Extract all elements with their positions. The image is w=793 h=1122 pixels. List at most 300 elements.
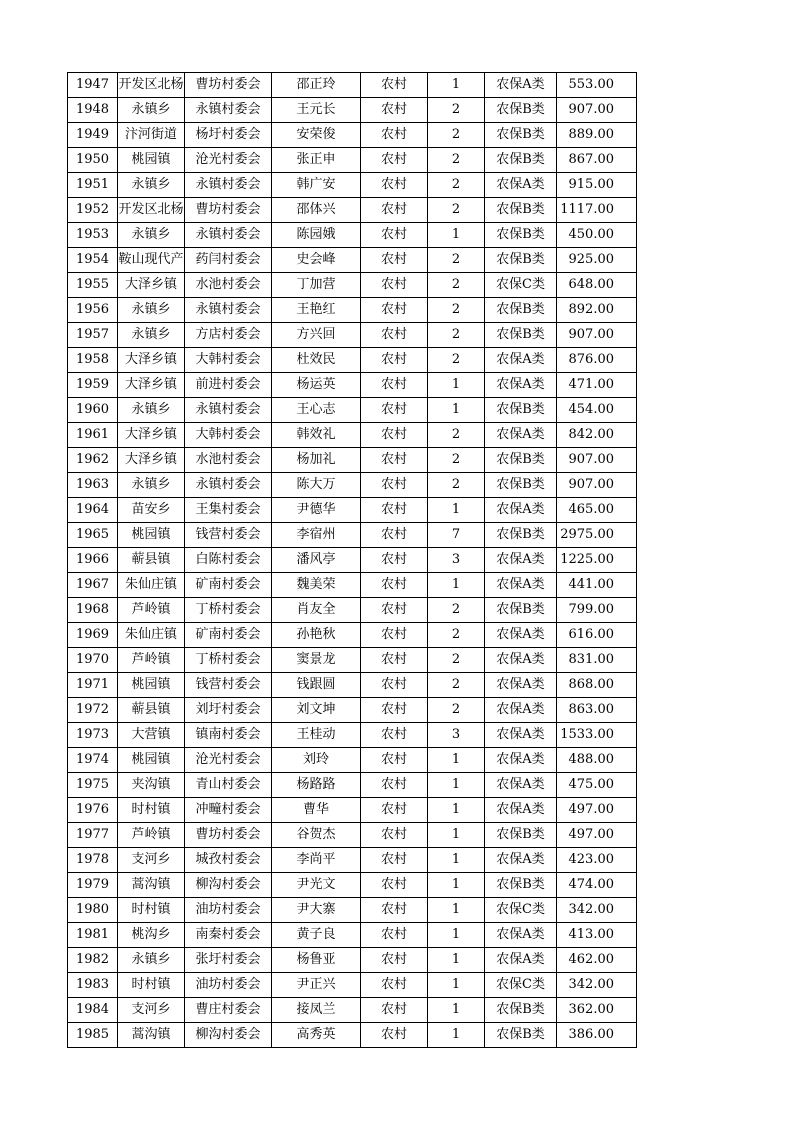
village-committee-cell: 钱营村委会: [185, 673, 272, 698]
person-count-cell: 2: [428, 623, 485, 648]
household-type-cell: 农村: [361, 473, 428, 498]
table-row: [68, 948, 637, 973]
township-cell: 芦岭镇: [118, 598, 185, 623]
person-count-cell: 2: [428, 123, 485, 148]
person-count-cell: 1: [428, 73, 485, 98]
household-type-cell: 农村: [361, 748, 428, 773]
household-type-cell: 农村: [361, 223, 428, 248]
amount-cell: 868.00: [557, 673, 637, 698]
amount-cell: 454.00: [557, 398, 637, 423]
insurance-category-cell: 农保A类: [485, 648, 557, 673]
household-type-cell: 农村: [361, 998, 428, 1023]
table-row: [68, 848, 637, 873]
township-cell: 蒿沟镇: [118, 873, 185, 898]
insurance-category-cell: 农保A类: [485, 748, 557, 773]
name-cell: 邵正玲: [272, 73, 361, 98]
person-count-cell: 1: [428, 923, 485, 948]
township-cell: 永镇乡: [118, 298, 185, 323]
amount-cell: 450.00: [557, 223, 637, 248]
household-type-cell: 农村: [361, 98, 428, 123]
row-number-cell: 1969: [68, 623, 118, 648]
insurance-category-cell: 农保B类: [485, 523, 557, 548]
table-body: [68, 73, 637, 1048]
name-cell: 尹德华: [272, 498, 361, 523]
amount-cell: 616.00: [557, 623, 637, 648]
table-row: [68, 798, 637, 823]
village-committee-cell: 王集村委会: [185, 498, 272, 523]
amount-cell: 907.00: [557, 98, 637, 123]
amount-cell: 863.00: [557, 698, 637, 723]
row-number-cell: 1951: [68, 173, 118, 198]
insurance-category-cell: 农保A类: [485, 848, 557, 873]
insurance-category-cell: 农保A类: [485, 623, 557, 648]
amount-cell: 892.00: [557, 298, 637, 323]
amount-cell: 497.00: [557, 798, 637, 823]
name-cell: 肖友全: [272, 598, 361, 623]
amount-cell: 465.00: [557, 498, 637, 523]
insurance-category-cell: 农保A类: [485, 698, 557, 723]
household-type-cell: 农村: [361, 623, 428, 648]
person-count-cell: 1: [428, 973, 485, 998]
table-row: [68, 498, 637, 523]
village-committee-cell: 永镇村委会: [185, 298, 272, 323]
person-count-cell: 1: [428, 223, 485, 248]
person-count-cell: 1: [428, 773, 485, 798]
township-cell: 大泽乡镇: [118, 448, 185, 473]
household-type-cell: 农村: [361, 348, 428, 373]
table-row: [68, 423, 637, 448]
table-row: [68, 98, 637, 123]
insurance-category-cell: 农保B类: [485, 223, 557, 248]
village-committee-cell: 水池村委会: [185, 273, 272, 298]
village-committee-cell: 南秦村委会: [185, 923, 272, 948]
insurance-category-cell: 农保B类: [485, 323, 557, 348]
table-row: [68, 598, 637, 623]
amount-cell: 342.00: [557, 898, 637, 923]
township-cell: 桃园镇: [118, 148, 185, 173]
name-cell: 王艳红: [272, 298, 361, 323]
amount-cell: 386.00: [557, 1023, 637, 1048]
row-number-cell: 1984: [68, 998, 118, 1023]
township-cell: 开发区北杨: [118, 198, 185, 223]
village-committee-cell: 沧光村委会: [185, 748, 272, 773]
insurance-category-cell: 农保B类: [485, 598, 557, 623]
table-row: [68, 998, 637, 1023]
name-cell: 魏美荣: [272, 573, 361, 598]
row-number-cell: 1985: [68, 1023, 118, 1048]
name-cell: 高秀英: [272, 1023, 361, 1048]
insurance-category-cell: 农保A类: [485, 498, 557, 523]
row-number-cell: 1976: [68, 798, 118, 823]
table-row: [68, 473, 637, 498]
person-count-cell: 3: [428, 723, 485, 748]
household-type-cell: 农村: [361, 398, 428, 423]
village-committee-cell: 药闫村委会: [185, 248, 272, 273]
household-type-cell: 农村: [361, 373, 428, 398]
row-number-cell: 1965: [68, 523, 118, 548]
row-number-cell: 1956: [68, 298, 118, 323]
village-committee-cell: 矿南村委会: [185, 573, 272, 598]
amount-cell: 1225.00: [557, 548, 637, 573]
person-count-cell: 1: [428, 848, 485, 873]
township-cell: 大泽乡镇: [118, 348, 185, 373]
insurance-category-cell: 农保C类: [485, 973, 557, 998]
village-committee-cell: 大韩村委会: [185, 348, 272, 373]
village-committee-cell: 前进村委会: [185, 373, 272, 398]
village-committee-cell: 方店村委会: [185, 323, 272, 348]
row-number-cell: 1981: [68, 923, 118, 948]
row-number-cell: 1961: [68, 423, 118, 448]
household-type-cell: 农村: [361, 173, 428, 198]
row-number-cell: 1955: [68, 273, 118, 298]
village-committee-cell: 丁桥村委会: [185, 598, 272, 623]
village-committee-cell: 大韩村委会: [185, 423, 272, 448]
name-cell: 杨路路: [272, 773, 361, 798]
village-committee-cell: 永镇村委会: [185, 98, 272, 123]
household-type-cell: 农村: [361, 423, 428, 448]
person-count-cell: 2: [428, 298, 485, 323]
name-cell: 李宿州: [272, 523, 361, 548]
row-number-cell: 1958: [68, 348, 118, 373]
insurance-category-cell: 农保B类: [485, 148, 557, 173]
table-row: [68, 923, 637, 948]
village-committee-cell: 永镇村委会: [185, 473, 272, 498]
name-cell: 窦景龙: [272, 648, 361, 673]
row-number-cell: 1960: [68, 398, 118, 423]
village-committee-cell: 镇南村委会: [185, 723, 272, 748]
insurance-category-cell: 农保A类: [485, 373, 557, 398]
insurance-category-cell: 农保A类: [485, 773, 557, 798]
name-cell: 安荣俊: [272, 123, 361, 148]
insurance-category-cell: 农保B类: [485, 823, 557, 848]
table-row: [68, 148, 637, 173]
person-count-cell: 1: [428, 873, 485, 898]
table-row: [68, 448, 637, 473]
insurance-category-cell: 农保A类: [485, 573, 557, 598]
household-type-cell: 农村: [361, 898, 428, 923]
insurance-category-cell: 农保A类: [485, 798, 557, 823]
township-cell: 桃园镇: [118, 673, 185, 698]
insurance-category-cell: 农保A类: [485, 923, 557, 948]
amount-cell: 907.00: [557, 448, 637, 473]
township-cell: 时村镇: [118, 798, 185, 823]
village-committee-cell: 矿南村委会: [185, 623, 272, 648]
row-number-cell: 1972: [68, 698, 118, 723]
household-type-cell: 农村: [361, 323, 428, 348]
name-cell: 接凤兰: [272, 998, 361, 1023]
table-row: [68, 523, 637, 548]
insurance-category-cell: 农保A类: [485, 948, 557, 973]
table-row: [68, 123, 637, 148]
village-committee-cell: 刘圩村委会: [185, 698, 272, 723]
name-cell: 谷贺杰: [272, 823, 361, 848]
household-type-cell: 农村: [361, 948, 428, 973]
row-number-cell: 1962: [68, 448, 118, 473]
table-row: [68, 673, 637, 698]
table-row: [68, 1023, 637, 1048]
amount-cell: 889.00: [557, 123, 637, 148]
village-committee-cell: 曹坊村委会: [185, 823, 272, 848]
village-committee-cell: 青山村委会: [185, 773, 272, 798]
table-row: [68, 573, 637, 598]
township-cell: 大营镇: [118, 723, 185, 748]
township-cell: 鞍山现代产: [118, 248, 185, 273]
name-cell: 张正申: [272, 148, 361, 173]
person-count-cell: 2: [428, 198, 485, 223]
household-type-cell: 农村: [361, 73, 428, 98]
amount-cell: 915.00: [557, 173, 637, 198]
household-type-cell: 农村: [361, 798, 428, 823]
person-count-cell: 1: [428, 948, 485, 973]
township-cell: 时村镇: [118, 898, 185, 923]
table-row: [68, 373, 637, 398]
table-row: [68, 348, 637, 373]
village-committee-cell: 冲疃村委会: [185, 798, 272, 823]
township-cell: 朱仙庄镇: [118, 623, 185, 648]
table-row: [68, 198, 637, 223]
row-number-cell: 1957: [68, 323, 118, 348]
person-count-cell: 2: [428, 423, 485, 448]
table-row: [68, 298, 637, 323]
person-count-cell: 1: [428, 998, 485, 1023]
row-number-cell: 1974: [68, 748, 118, 773]
amount-cell: 1533.00: [557, 723, 637, 748]
name-cell: 韩广安: [272, 173, 361, 198]
table-row: [68, 248, 637, 273]
table-row: [68, 73, 637, 98]
insurance-category-cell: 农保B类: [485, 298, 557, 323]
table-row: [68, 823, 637, 848]
insurance-category-cell: 农保B类: [485, 98, 557, 123]
household-type-cell: 农村: [361, 1023, 428, 1048]
household-type-cell: 农村: [361, 848, 428, 873]
person-count-cell: 1: [428, 498, 485, 523]
township-cell: 永镇乡: [118, 98, 185, 123]
row-number-cell: 1980: [68, 898, 118, 923]
household-type-cell: 农村: [361, 548, 428, 573]
row-number-cell: 1963: [68, 473, 118, 498]
township-cell: 苗安乡: [118, 498, 185, 523]
insurance-category-cell: 农保B类: [485, 123, 557, 148]
row-number-cell: 1966: [68, 548, 118, 573]
name-cell: 李尚平: [272, 848, 361, 873]
township-cell: 芦岭镇: [118, 648, 185, 673]
township-cell: 朱仙庄镇: [118, 573, 185, 598]
row-number-cell: 1977: [68, 823, 118, 848]
person-count-cell: 1: [428, 748, 485, 773]
insurance-category-cell: 农保B类: [485, 248, 557, 273]
household-type-cell: 农村: [361, 923, 428, 948]
table-row: [68, 648, 637, 673]
insurance-category-cell: 农保A类: [485, 673, 557, 698]
name-cell: 陈园娥: [272, 223, 361, 248]
table-row: [68, 873, 637, 898]
household-type-cell: 农村: [361, 823, 428, 848]
person-count-cell: 2: [428, 148, 485, 173]
name-cell: 邵体兴: [272, 198, 361, 223]
row-number-cell: 1968: [68, 598, 118, 623]
household-type-cell: 农村: [361, 498, 428, 523]
insurance-category-cell: 农保B类: [485, 473, 557, 498]
amount-cell: 907.00: [557, 323, 637, 348]
table-row: [68, 623, 637, 648]
amount-cell: 441.00: [557, 573, 637, 598]
township-cell: 开发区北杨: [118, 73, 185, 98]
person-count-cell: 2: [428, 323, 485, 348]
name-cell: 尹大寨: [272, 898, 361, 923]
insurance-category-cell: 农保A类: [485, 548, 557, 573]
household-type-cell: 农村: [361, 648, 428, 673]
table-row: [68, 973, 637, 998]
village-committee-cell: 永镇村委会: [185, 398, 272, 423]
person-count-cell: 2: [428, 273, 485, 298]
amount-cell: 648.00: [557, 273, 637, 298]
amount-cell: 462.00: [557, 948, 637, 973]
amount-cell: 925.00: [557, 248, 637, 273]
village-committee-cell: 丁桥村委会: [185, 648, 272, 673]
township-cell: 夹沟镇: [118, 773, 185, 798]
table-row: [68, 723, 637, 748]
name-cell: 王桂动: [272, 723, 361, 748]
amount-cell: 474.00: [557, 873, 637, 898]
village-committee-cell: 柳沟村委会: [185, 873, 272, 898]
insurance-category-cell: 农保A类: [485, 73, 557, 98]
name-cell: 杨运英: [272, 373, 361, 398]
household-type-cell: 农村: [361, 198, 428, 223]
name-cell: 钱跟圆: [272, 673, 361, 698]
name-cell: 孙艳秋: [272, 623, 361, 648]
row-number-cell: 1954: [68, 248, 118, 273]
township-cell: 永镇乡: [118, 473, 185, 498]
amount-cell: 799.00: [557, 598, 637, 623]
row-number-cell: 1978: [68, 848, 118, 873]
person-count-cell: 1: [428, 398, 485, 423]
name-cell: 黄子良: [272, 923, 361, 948]
table-row: [68, 273, 637, 298]
row-number-cell: 1953: [68, 223, 118, 248]
row-number-cell: 1979: [68, 873, 118, 898]
row-number-cell: 1970: [68, 648, 118, 673]
household-type-cell: 农村: [361, 148, 428, 173]
township-cell: 桃沟乡: [118, 923, 185, 948]
village-committee-cell: 永镇村委会: [185, 223, 272, 248]
household-type-cell: 农村: [361, 448, 428, 473]
row-number-cell: 1949: [68, 123, 118, 148]
name-cell: 杜效民: [272, 348, 361, 373]
township-cell: 蕲县镇: [118, 548, 185, 573]
row-number-cell: 1973: [68, 723, 118, 748]
insurance-category-cell: 农保A类: [485, 723, 557, 748]
insurance-category-cell: 农保B类: [485, 1023, 557, 1048]
row-number-cell: 1947: [68, 73, 118, 98]
township-cell: 永镇乡: [118, 398, 185, 423]
row-number-cell: 1952: [68, 198, 118, 223]
name-cell: 刘玲: [272, 748, 361, 773]
village-committee-cell: 曹坊村委会: [185, 198, 272, 223]
township-cell: 蒿沟镇: [118, 1023, 185, 1048]
household-type-cell: 农村: [361, 723, 428, 748]
data-table: [67, 72, 637, 1048]
village-committee-cell: 钱营村委会: [185, 523, 272, 548]
village-committee-cell: 水池村委会: [185, 448, 272, 473]
township-cell: 桃园镇: [118, 523, 185, 548]
name-cell: 尹光文: [272, 873, 361, 898]
amount-cell: 423.00: [557, 848, 637, 873]
person-count-cell: 2: [428, 648, 485, 673]
name-cell: 杨加礼: [272, 448, 361, 473]
household-type-cell: 农村: [361, 973, 428, 998]
person-count-cell: 1: [428, 798, 485, 823]
row-number-cell: 1982: [68, 948, 118, 973]
amount-cell: 497.00: [557, 823, 637, 848]
name-cell: 韩效礼: [272, 423, 361, 448]
person-count-cell: 2: [428, 173, 485, 198]
township-cell: 芦岭镇: [118, 823, 185, 848]
township-cell: 蕲县镇: [118, 698, 185, 723]
household-type-cell: 农村: [361, 598, 428, 623]
row-number-cell: 1950: [68, 148, 118, 173]
township-cell: 大泽乡镇: [118, 373, 185, 398]
name-cell: 丁加营: [272, 273, 361, 298]
township-cell: 永镇乡: [118, 223, 185, 248]
household-type-cell: 农村: [361, 298, 428, 323]
name-cell: 杨鲁亚: [272, 948, 361, 973]
row-number-cell: 1959: [68, 373, 118, 398]
amount-cell: 2975.00: [557, 523, 637, 548]
amount-cell: 342.00: [557, 973, 637, 998]
household-type-cell: 农村: [361, 873, 428, 898]
row-number-cell: 1948: [68, 98, 118, 123]
name-cell: 曹华: [272, 798, 361, 823]
table-row: [68, 223, 637, 248]
insurance-category-cell: 农保B类: [485, 448, 557, 473]
amount-cell: 842.00: [557, 423, 637, 448]
name-cell: 潘风亭: [272, 548, 361, 573]
household-type-cell: 农村: [361, 123, 428, 148]
insurance-category-cell: 农保C类: [485, 898, 557, 923]
township-cell: 桃园镇: [118, 748, 185, 773]
table-row: [68, 548, 637, 573]
row-number-cell: 1967: [68, 573, 118, 598]
person-count-cell: 2: [428, 248, 485, 273]
name-cell: 王元长: [272, 98, 361, 123]
household-type-cell: 农村: [361, 273, 428, 298]
person-count-cell: 7: [428, 523, 485, 548]
amount-cell: 488.00: [557, 748, 637, 773]
village-committee-cell: 张圩村委会: [185, 948, 272, 973]
township-cell: 时村镇: [118, 973, 185, 998]
row-number-cell: 1971: [68, 673, 118, 698]
household-type-cell: 农村: [361, 248, 428, 273]
name-cell: 方兴回: [272, 323, 361, 348]
amount-cell: 1117.00: [557, 198, 637, 223]
person-count-cell: 3: [428, 548, 485, 573]
person-count-cell: 1: [428, 573, 485, 598]
table-row: [68, 748, 637, 773]
village-committee-cell: 沧光村委会: [185, 148, 272, 173]
amount-cell: 867.00: [557, 148, 637, 173]
township-cell: 支河乡: [118, 848, 185, 873]
person-count-cell: 2: [428, 448, 485, 473]
person-count-cell: 1: [428, 898, 485, 923]
amount-cell: 831.00: [557, 648, 637, 673]
row-number-cell: 1964: [68, 498, 118, 523]
township-cell: 永镇乡: [118, 948, 185, 973]
amount-cell: 907.00: [557, 473, 637, 498]
amount-cell: 362.00: [557, 998, 637, 1023]
person-count-cell: 2: [428, 348, 485, 373]
name-cell: 尹正兴: [272, 973, 361, 998]
